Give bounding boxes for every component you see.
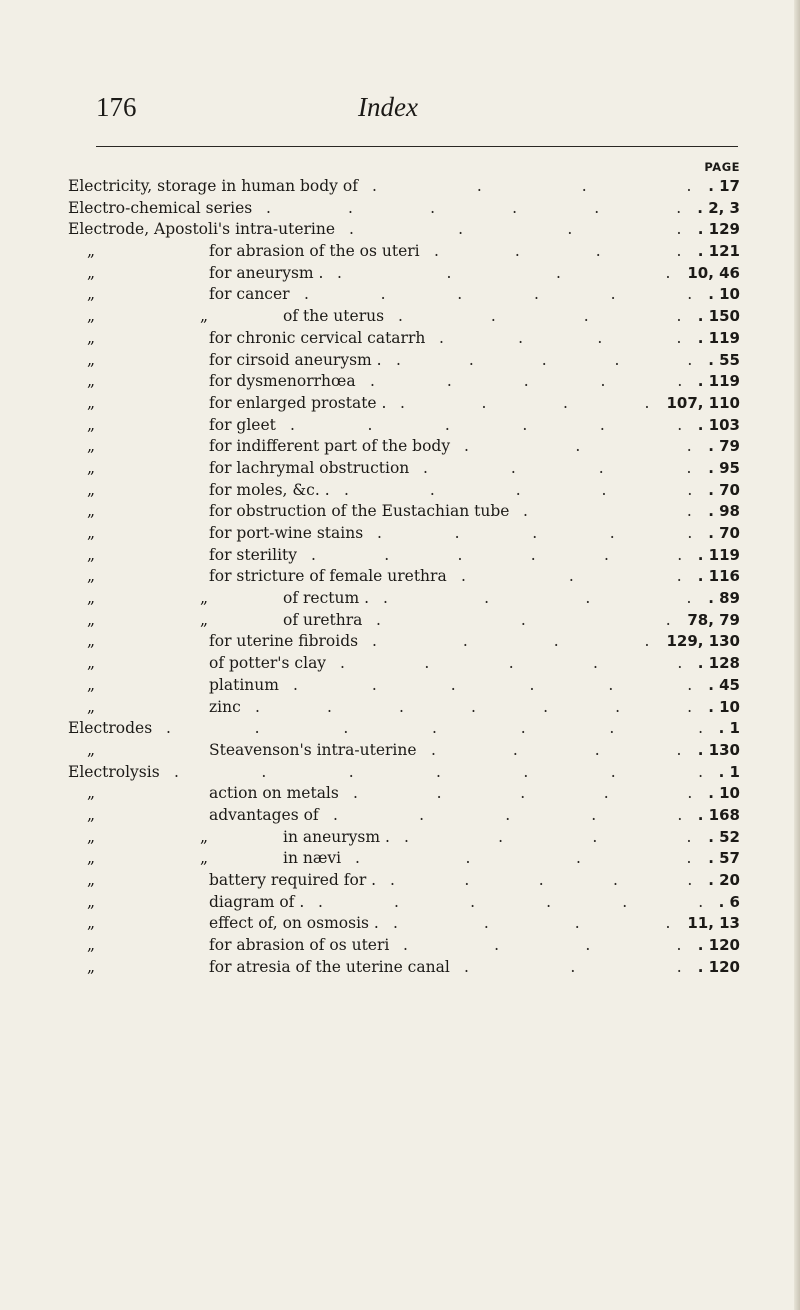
entry-page-ref: . 119 xyxy=(697,328,740,347)
entry-label: for cancer xyxy=(209,285,290,304)
index-entry xyxy=(68,545,748,567)
entry-page-ref: . 128 xyxy=(697,654,740,673)
entry-page-ref: . 2, 3 xyxy=(697,198,740,217)
ditto-mark: „ xyxy=(87,480,96,499)
leader-dots: . . . . xyxy=(404,827,692,846)
leader-dots: . . . . xyxy=(372,632,650,651)
entry-page-ref: . 10 xyxy=(708,285,740,304)
index-entry xyxy=(68,718,748,740)
leader-dots: . . . xyxy=(464,957,682,976)
entry-page-ref: . 1 xyxy=(718,719,740,738)
entry-label: for dysmenorrhœa xyxy=(209,372,356,391)
index-entry xyxy=(68,480,748,502)
entry-page-ref: . 10 xyxy=(708,784,740,803)
leader-dots: . . . . xyxy=(400,393,650,412)
entry-page-ref: . 98 xyxy=(708,502,740,521)
header-rule xyxy=(96,146,738,147)
leader-dots: . . . . . xyxy=(377,524,693,542)
index-entry xyxy=(68,913,748,935)
ditto-mark: „ xyxy=(87,372,96,391)
ditto-mark: „ xyxy=(87,458,96,477)
entry-label: Steavenson's intra-uterine xyxy=(209,740,417,759)
index-entry xyxy=(68,610,748,632)
entry-label: for cirsoid aneurysm . xyxy=(209,350,382,369)
leader-dots: . . . . . . xyxy=(311,545,683,564)
entry-label: Electrode, Apostoli's intra-uterine xyxy=(68,220,336,239)
entry-page-ref: . 130 xyxy=(697,740,740,759)
entry-label: Electrolysis xyxy=(68,762,160,781)
index-entry xyxy=(68,328,748,350)
scan-edge xyxy=(794,0,800,1310)
leader-dots: . . xyxy=(523,502,692,521)
entry-label: of urethra xyxy=(283,610,363,629)
index-entries xyxy=(68,176,748,978)
index-entry xyxy=(68,523,748,545)
entry-page-ref: . 55 xyxy=(708,350,740,369)
entry-page-ref: 78, 79 xyxy=(687,610,740,629)
entry-label: for chronic cervical catarrh xyxy=(209,328,426,347)
index-entry xyxy=(68,284,748,306)
ditto-mark: „ xyxy=(87,849,96,868)
ditto-mark: „ xyxy=(87,740,96,759)
ditto-mark: „ xyxy=(87,350,96,369)
entry-label: zinc xyxy=(209,697,241,716)
ditto-mark: „ xyxy=(87,892,96,911)
leader-dots: . . . . xyxy=(423,458,692,477)
entry-page-ref: . 119 xyxy=(697,545,740,564)
index-entry xyxy=(68,371,748,393)
index-entry xyxy=(68,935,748,957)
entry-label: for sterility xyxy=(209,545,298,564)
index-entry xyxy=(68,805,748,827)
index-entry xyxy=(68,762,748,784)
ditto-mark: „ xyxy=(87,545,96,564)
leader-dots: . . . . . xyxy=(333,805,683,824)
entry-page-ref: . 45 xyxy=(708,675,740,694)
entry-label: for enlarged prostate . xyxy=(209,393,387,412)
index-entry xyxy=(68,892,748,914)
entry-page-ref: . 70 xyxy=(708,524,740,542)
ditto-mark: „ xyxy=(87,589,96,608)
page-column-heading: PAGE xyxy=(704,160,740,174)
ditto-mark: „ xyxy=(87,285,96,304)
index-entry xyxy=(68,306,748,328)
leader-dots: . . . . . . xyxy=(266,198,682,217)
leader-dots: . . . . . . xyxy=(293,675,693,694)
leader-dots: . . . . . . . xyxy=(174,762,704,781)
entry-page-ref: . 20 xyxy=(708,871,740,889)
leader-dots: . . . . . xyxy=(390,871,693,889)
entry-page-ref: . 1 xyxy=(718,762,740,781)
index-entry xyxy=(68,263,748,285)
leader-dots: . . . . xyxy=(398,307,682,326)
entry-label: Electro-chemical series xyxy=(68,198,253,217)
entry-page-ref: . 57 xyxy=(708,849,740,868)
leader-dots: . . . . . . xyxy=(304,285,693,304)
index-entry xyxy=(68,653,748,675)
ditto-mark-secondary: „ xyxy=(200,610,209,629)
ditto-mark: „ xyxy=(87,632,96,651)
entry-label: for moles, &c. . xyxy=(209,480,330,499)
index-entry xyxy=(68,631,748,653)
index-entry xyxy=(68,393,748,415)
entry-label: for obstruction of the Eustachian tube xyxy=(209,502,510,521)
entry-page-ref: . 17 xyxy=(708,177,740,195)
ditto-mark: „ xyxy=(87,675,96,694)
leader-dots: . . . . xyxy=(337,263,671,282)
index-entry xyxy=(68,415,748,437)
entry-page-ref: 10, 46 xyxy=(687,263,740,282)
entry-label: battery required for . xyxy=(209,871,377,889)
entry-page-ref: 107, 110 xyxy=(666,393,740,412)
index-entry xyxy=(68,350,748,372)
leader-dots: . . . . xyxy=(349,220,682,239)
entry-label: effect of, on osmosis . xyxy=(209,914,379,933)
ditto-mark: „ xyxy=(87,957,96,976)
leader-dots: . . . . . xyxy=(344,480,693,499)
leader-dots: . . . . . xyxy=(353,784,693,803)
leader-dots: . . . . . xyxy=(396,350,693,369)
entry-page-ref: . 150 xyxy=(697,307,740,326)
entry-page-ref: 129, 130 xyxy=(666,632,740,651)
leader-dots: . . . . . . . xyxy=(255,697,693,716)
index-entry xyxy=(68,458,748,480)
entry-label: for aneurysm . xyxy=(209,263,324,282)
entry-label: for indifferent part of the body xyxy=(209,437,451,456)
entry-page-ref: 11, 13 xyxy=(687,914,740,933)
leader-dots: . . . . xyxy=(393,914,671,933)
entry-label: for stricture of female urethra xyxy=(209,567,447,586)
leader-dots: . . . . xyxy=(439,328,682,347)
ditto-mark: „ xyxy=(87,502,96,521)
entry-label: in nævi xyxy=(283,849,342,868)
entry-label: for uterine fibroids xyxy=(209,632,359,651)
index-entry xyxy=(68,566,748,588)
entry-label: of the uterus xyxy=(283,307,385,326)
leader-dots: . . . . . . xyxy=(290,415,683,434)
entry-label: for abrasion of os uteri xyxy=(209,936,390,955)
ditto-mark: „ xyxy=(87,697,96,716)
leader-dots: . . . . . xyxy=(370,372,683,391)
index-entry xyxy=(68,697,748,719)
index-entry xyxy=(68,957,748,979)
ditto-mark: „ xyxy=(87,307,96,326)
entry-page-ref: . 95 xyxy=(708,458,740,477)
entry-label: of rectum . xyxy=(283,589,370,608)
index-entry xyxy=(68,198,748,220)
leader-dots: . . . . xyxy=(403,936,682,955)
entry-label: for atresia of the uterine canal xyxy=(209,957,450,976)
entry-label: advantages of xyxy=(209,805,319,824)
entry-label: Electricity, storage in human body of xyxy=(68,177,358,195)
ditto-mark: „ xyxy=(87,524,96,542)
entry-label: for port-wine stains xyxy=(209,524,364,542)
index-entry xyxy=(68,241,748,263)
entry-label: of potter's clay xyxy=(209,654,327,673)
index-entry xyxy=(68,588,748,610)
ditto-mark: „ xyxy=(87,654,96,673)
page-number: 176 xyxy=(96,92,137,122)
ditto-mark: „ xyxy=(87,242,96,261)
index-entry xyxy=(68,848,748,870)
entry-label: action on metals xyxy=(209,784,339,803)
ditto-mark: „ xyxy=(87,784,96,803)
entry-label: platinum xyxy=(209,675,279,694)
index-entry xyxy=(68,740,748,762)
index-entry xyxy=(68,783,748,805)
index-entry xyxy=(68,870,748,892)
leader-dots: . . . . xyxy=(372,177,692,195)
leader-dots: . . . xyxy=(461,567,682,586)
ditto-mark: „ xyxy=(87,871,96,889)
entry-page-ref: . 89 xyxy=(708,589,740,608)
leader-dots: . . . . xyxy=(383,589,692,608)
ditto-mark: „ xyxy=(87,393,96,412)
ditto-mark: „ xyxy=(87,805,96,824)
entry-page-ref: . 52 xyxy=(708,827,740,846)
index-entry xyxy=(68,176,748,198)
entry-page-ref: . 119 xyxy=(697,372,740,391)
ditto-mark: „ xyxy=(87,827,96,846)
ditto-mark-secondary: „ xyxy=(200,589,209,608)
entry-page-ref: . 121 xyxy=(697,242,740,261)
entry-label: in aneurysm . xyxy=(283,827,390,846)
entry-page-ref: . 6 xyxy=(718,892,740,911)
ditto-mark: „ xyxy=(87,263,96,282)
ditto-mark-secondary: „ xyxy=(200,849,209,868)
entry-label: for gleet xyxy=(209,415,276,434)
entry-label: for lachrymal obstruction xyxy=(209,458,410,477)
ditto-mark-secondary: „ xyxy=(200,307,209,326)
entry-label: for abrasion of the os uteri xyxy=(209,242,420,261)
ditto-mark-secondary: „ xyxy=(200,827,209,846)
ditto-mark: „ xyxy=(87,415,96,434)
leader-dots: . . . xyxy=(376,610,671,629)
entry-page-ref: . 79 xyxy=(708,437,740,456)
index-entry xyxy=(68,827,748,849)
leader-dots: . . . . . . xyxy=(318,892,704,911)
index-entry xyxy=(68,219,748,241)
ditto-mark: „ xyxy=(87,328,96,347)
leader-dots: . . . . xyxy=(431,740,682,759)
entry-page-ref: . 116 xyxy=(697,567,740,586)
entry-label: diagram of . xyxy=(209,892,305,911)
ditto-mark: „ xyxy=(87,610,96,629)
entry-page-ref: . 129 xyxy=(697,220,740,239)
index-entry xyxy=(68,501,748,523)
leader-dots: . . . . . . . xyxy=(166,719,704,738)
running-title: Index xyxy=(358,92,418,122)
leader-dots: . . . . xyxy=(355,849,692,868)
page-header xyxy=(96,92,736,132)
ditto-mark: „ xyxy=(87,437,96,456)
entry-page-ref: . 10 xyxy=(708,697,740,716)
ditto-mark: „ xyxy=(87,936,96,955)
entry-page-ref: . 120 xyxy=(697,957,740,976)
leader-dots: . . . . xyxy=(434,242,682,261)
entry-page-ref: . 168 xyxy=(697,805,740,824)
leader-dots: . . . . . xyxy=(340,654,683,673)
index-entry xyxy=(68,675,748,697)
index-entry xyxy=(68,436,748,458)
entry-page-ref: . 70 xyxy=(708,480,740,499)
entry-label: Electrodes xyxy=(68,719,153,738)
leader-dots: . . . xyxy=(464,437,692,456)
entry-page-ref: . 103 xyxy=(697,415,740,434)
ditto-mark: „ xyxy=(87,567,96,586)
ditto-mark: „ xyxy=(87,914,96,933)
entry-page-ref: . 120 xyxy=(697,936,740,955)
